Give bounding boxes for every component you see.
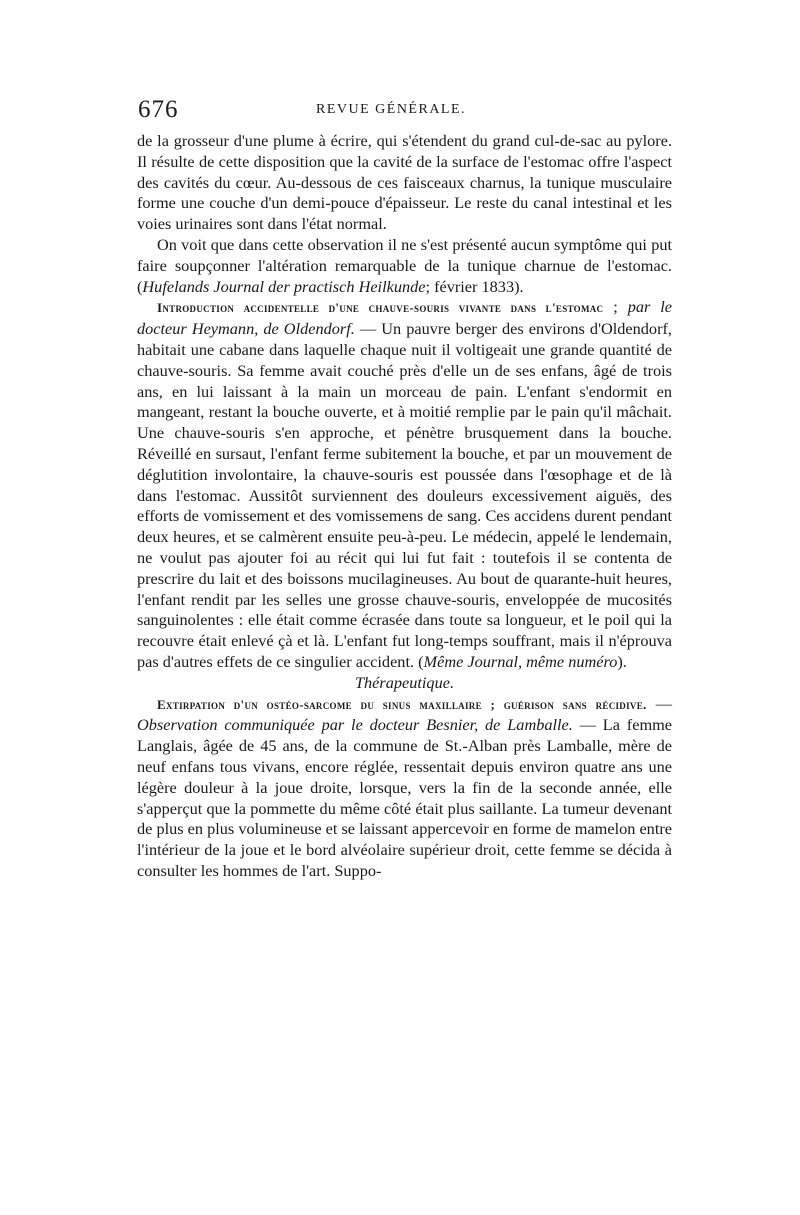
article-text: — La femme Langlais, âgée de 45 ans, de la commune de St.-Alban près Lamballe, mère de neuf enfans tous vivans, encore réglée, ressentait depuis environ quatre ans une légère douleur à la joue droite, lorsque, vers la fin de la seconde année, elle s'apperçut que la pommette du même côté était plus saillante. La tumeur devenant de plus en plus volumineuse et se laissant appercevoir en forme de mamelon entre l'intérieur de la joue et le bord alvéolaire supérieur droit, cette femme se décida à consulter les hommes de l'art. Suppo- xyxy=(137,715,672,880)
journal-reference: Hufelands Journal der practisch Heilkunde xyxy=(142,276,426,296)
journal-reference: Même Journal, même numéro xyxy=(423,651,618,671)
article-title: Introduction accidentelle d'une chauve-souris vivante dans l'estomac xyxy=(157,300,604,316)
article-author: Observation communiquée par le docteur Besnier, de Lamballe. xyxy=(137,715,573,735)
paragraph-end: ; février 1833). xyxy=(425,276,524,296)
page-number: 676 xyxy=(138,96,179,123)
paragraph-continuation: de la grosseur d'une plume à écrire, qui s'étendent du grand cul-de-sac au pylore. Il résulte de cette disposition que la cavité de la surface de l'estomac offre l'aspect des cavités du cœur. Au-dessous de ces faisceaux charnus, la tunique musculaire forme une couche d'un demi-pouce d'épaisseur. Le reste du canal intestinal et les voies urinaires sont dans l'état normal. xyxy=(137,131,672,234)
article-bat-ingestion xyxy=(137,297,672,672)
page-header xyxy=(138,96,670,126)
separator: — xyxy=(646,693,672,713)
paragraph-end: ). xyxy=(617,651,627,671)
article-title: Extirpation d'un ostéo-sarcome du sinus maxillaire ; guérison sans récidive. xyxy=(157,696,647,712)
article-osteosarcoma xyxy=(137,694,672,882)
paragraph-text: On voit que dans cette observation il ne s'est présenté aucun symptôme qui put faire soupçonner l'altération remarquable de la tunique charnue de l'estomac. ( xyxy=(137,234,672,296)
separator: ; xyxy=(603,297,628,317)
section-title: Thérapeutique. xyxy=(354,672,455,692)
article-text: — Un pauvre berger des environs d'Oldendorf, habitait une cabane dans laquelle chaque nuit il voltigeait une grande quantité de chauve-souris. Sa femme avait couché près d'elle un de ses enfans, âgé de trois ans, en lui laissant à la main un morceau de pain. L'enfant s'endormit en mangeant, restant la bouche ouverte, et à moitié remplie par le pain qu'il mâchait. Une chauve-souris s'en approche, et pénètre brusquement dans la bouche. Réveillé en sursaut, l'enfant ferme subitement la bouche, et par un mouvement de déglutition involontaire, la chauve-souris est poussée dans l'œsophage et de là dans l'estomac. Aussitôt surviennent des douleurs excessivement aiguës, des efforts de vomissement et des vomissemens de sang. Ces accidens durent pendant deux heures, et se calmèrent ensuite peu-à-peu. Le médecin, appelé le lendemain, ne voulut pas ajouter foi au récit qui lui fut fait : toutefois il se contenta de prescrire du lait et des boissons mucilagineuses. Au bout de quarante-huit heures, l'enfant rendit par les selles une grosse chauve-souris, enveloppée de mucosités sanguinolentes : elle était comme écrasée dans toute sa longueur, et le poil qui la recouvre était enlevé çà et là. L'enfant fut long-temps souffrant, mais il n'éprouva pas d'autres effets de ce singulier accident. ( xyxy=(137,319,672,671)
article-author: par le docteur Heymann, de Oldendorf. xyxy=(137,297,673,339)
paragraph-observation-note xyxy=(137,235,672,297)
running-title: REVUE GÉNÉRALE. xyxy=(316,102,467,117)
body-text xyxy=(137,131,672,882)
